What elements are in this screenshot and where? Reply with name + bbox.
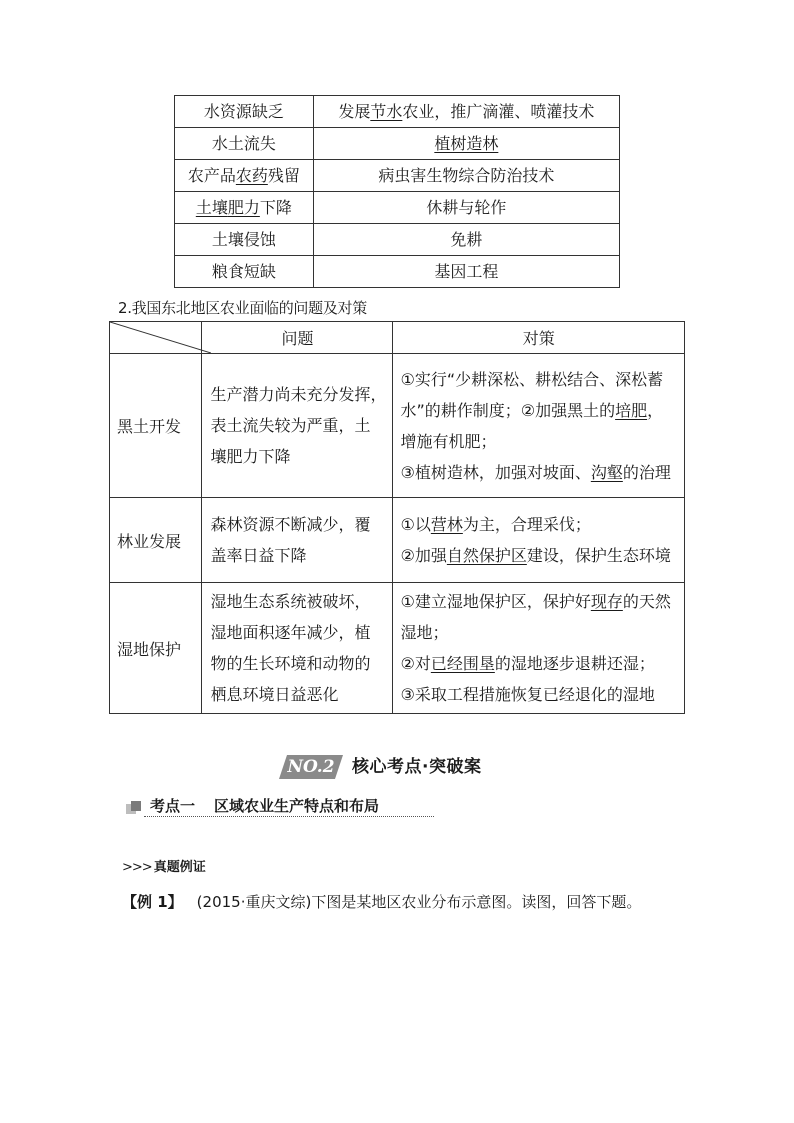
section-title: 2.我国东北地区农业面临的问题及对策	[118, 299, 367, 317]
text: 建设，保护生态环境	[526, 546, 671, 565]
problem-cell	[202, 583, 393, 714]
problem-cell	[175, 128, 314, 160]
cell-text: 发展	[338, 101, 371, 121]
cell-text: 基因工程	[434, 261, 499, 281]
text-line: 盖率日益下降	[210, 546, 307, 565]
text: ，	[647, 400, 664, 420]
cell-text: 残留	[267, 165, 300, 185]
table-row	[175, 256, 620, 288]
row-name: 湿地保护	[110, 583, 202, 714]
solution-cell	[313, 256, 619, 288]
text: 水”的耕作制度；②加强黑土的	[400, 400, 616, 420]
table-row	[110, 498, 685, 583]
text-line: 物的生长环境和动物的	[210, 654, 371, 673]
text-line	[400, 540, 677, 571]
topic-title: 区域农业生产特点和布局	[214, 797, 380, 815]
row-name: 黑土开发	[110, 354, 202, 498]
problem-cell	[175, 192, 314, 224]
topic-label: 考点一	[150, 797, 196, 815]
problem-cell	[175, 224, 314, 256]
example-label: 【例 1】	[122, 893, 183, 911]
example-text: (2015·重庆文综)下图是某地区农业分布示意图。读图，回答下题。	[196, 893, 642, 911]
underlined-term: 培肥	[615, 400, 648, 420]
cell-text: 农业，推广滴灌、喷灌技术	[402, 101, 595, 121]
cell-text: 粮食短缺	[211, 261, 276, 281]
dotted-divider	[144, 816, 434, 817]
underlined-term: 节水	[370, 101, 403, 121]
text-line	[400, 426, 677, 457]
square-bullet-icon	[126, 801, 142, 815]
problem-cell	[175, 256, 314, 288]
text: 的天然	[622, 592, 671, 611]
text: ③植树造林，加强对坡面、	[400, 462, 591, 482]
cell-text: 休耕与轮作	[426, 197, 507, 217]
subsection-heading	[122, 859, 206, 877]
text-line: 表土流失较为严重，土	[210, 416, 371, 435]
table-row	[110, 354, 685, 498]
text-line: 壤肥力下降	[210, 447, 291, 466]
text: 湿地；	[400, 623, 449, 642]
underlined-term: 农药	[235, 165, 268, 185]
text-line	[400, 617, 677, 648]
measure-cell	[393, 354, 685, 498]
northeast-issues-table	[109, 321, 685, 714]
text: ②对	[400, 654, 431, 673]
table-row	[175, 160, 620, 192]
underlined-term: 土壤	[195, 197, 228, 217]
table-row	[175, 224, 620, 256]
problem-cell	[202, 498, 393, 583]
underlined-term: 植树造林	[434, 133, 499, 153]
text: ①建立湿地保护区，保护好	[400, 592, 591, 611]
cell-text: 下降	[259, 197, 292, 217]
header-problem: 问题	[202, 322, 393, 354]
text-line	[400, 364, 677, 395]
text-line	[400, 586, 677, 617]
underlined-term: 已经围垦	[430, 654, 495, 673]
underlined-term: 现存	[590, 592, 623, 611]
underlined-term: 自然保护区	[446, 546, 527, 565]
solution-cell	[313, 160, 619, 192]
diagonal-line	[110, 322, 211, 353]
topic-heading	[122, 796, 434, 818]
text: 增施有机肥；	[400, 431, 497, 451]
cell-text: 病虫害生物综合防治技术	[378, 165, 555, 185]
section-banner	[279, 752, 529, 782]
solution-cell	[313, 192, 619, 224]
cell-text: 农产品	[187, 165, 236, 185]
solution-cell	[313, 96, 619, 128]
row-name: 林业发展	[110, 498, 202, 583]
measures-table	[174, 95, 620, 288]
measure-cell	[393, 498, 685, 583]
cell-text: 水土流失	[211, 133, 276, 153]
table-row	[175, 96, 620, 128]
text-line	[400, 679, 677, 710]
solution-cell	[313, 224, 619, 256]
text-line	[400, 648, 677, 679]
problem-cell	[202, 354, 393, 498]
text: ①实行“少耕深松、耕松结合、深松蓄	[400, 369, 664, 389]
text-line: 湿地面积逐年减少，植	[210, 623, 371, 642]
text-line: 栖息环境日益恶化	[210, 685, 339, 704]
header-measure: 对策	[393, 322, 685, 354]
text: ②加强	[400, 546, 447, 565]
underlined-term: 肥力	[227, 197, 260, 217]
text-line: 生产潜力尚未充分发挥，	[210, 385, 387, 404]
text: ①以	[400, 515, 431, 534]
solution-cell	[313, 128, 619, 160]
measure-cell	[393, 583, 685, 714]
banner-title: 核心考点·突破案	[352, 757, 482, 777]
text: 的治理	[622, 462, 671, 482]
table-row	[175, 192, 620, 224]
text: 的湿地逐步退耕还湿；	[494, 654, 655, 673]
table-row	[175, 128, 620, 160]
table-row	[110, 583, 685, 714]
problem-cell	[175, 160, 314, 192]
text: 为主，合理采伐；	[462, 515, 591, 534]
diagonal-corner-cell	[110, 322, 202, 354]
subsection-title: 真题例证	[153, 860, 206, 875]
text-line: 湿地生态系统被破坏，	[210, 592, 371, 611]
problem-cell	[175, 96, 314, 128]
text-line	[400, 457, 677, 488]
underlined-term: 沟壑	[590, 462, 623, 482]
text-line	[400, 395, 677, 426]
underlined-term: 营林	[430, 515, 463, 534]
arrows-icon: >>>	[122, 860, 152, 875]
table-header-row	[110, 322, 685, 354]
cell-text: 水资源缺乏	[203, 101, 284, 121]
text-line	[400, 509, 677, 540]
cell-text: 免耕	[450, 229, 483, 249]
cell-text: 土壤侵蚀	[211, 229, 276, 249]
text: ③采取工程措施恢复已经退化的湿地	[400, 685, 655, 704]
example-paragraph	[122, 892, 641, 912]
banner-badge-label: NO.2	[287, 757, 335, 777]
text-line: 森林资源不断减少，覆	[210, 515, 371, 534]
